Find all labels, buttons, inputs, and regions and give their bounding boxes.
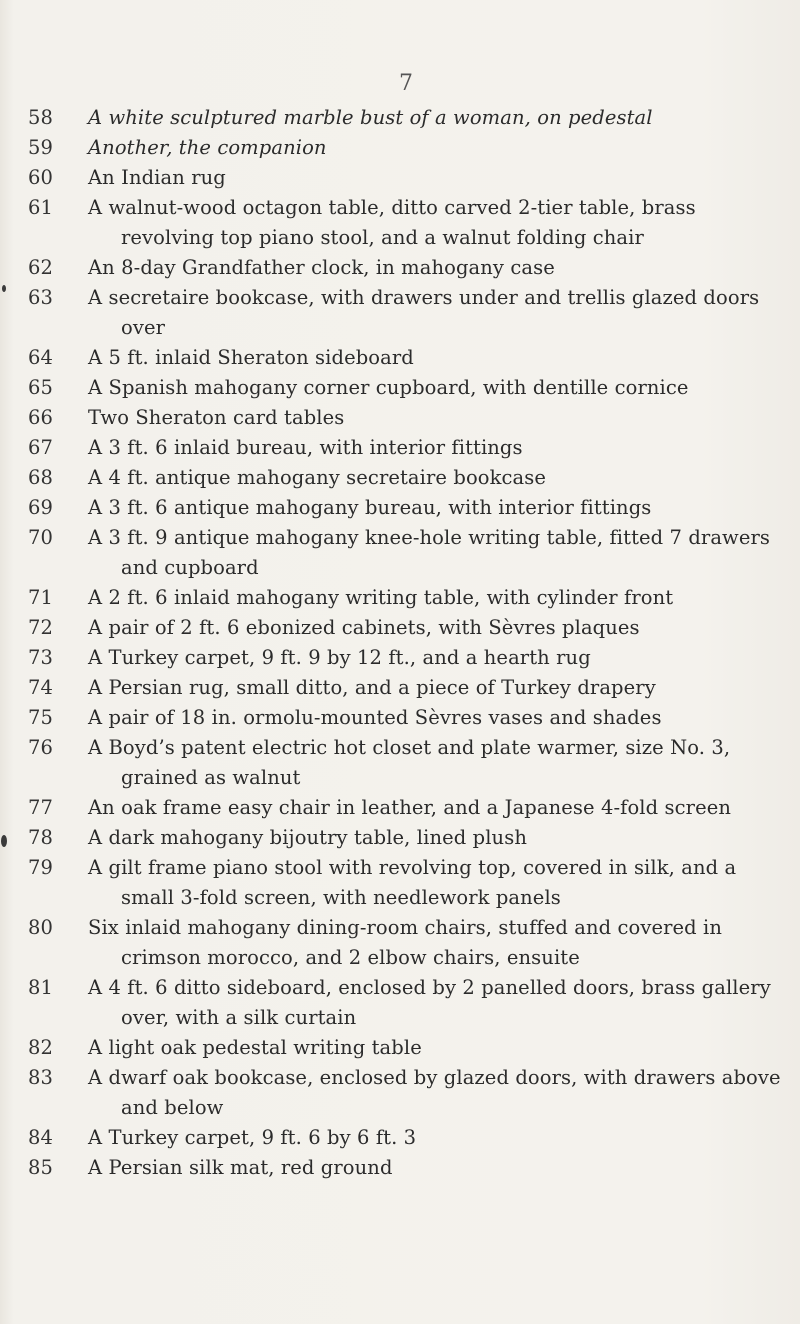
lot-entry	[28, 463, 788, 493]
lot-number: 64	[28, 346, 54, 369]
lot-description: Two Sheraton card tables	[88, 406, 345, 429]
lot-description: A light oak pedestal writing table	[88, 1036, 422, 1059]
lot-description: An oak frame easy chair in leather, and a Japanese 4-fold screen	[88, 796, 732, 819]
lot-number: 83	[28, 1066, 54, 1089]
lot-number: 82	[28, 1036, 54, 1059]
lot-list	[28, 103, 788, 1183]
lot-number: 63	[28, 286, 54, 309]
lot-number: 59	[28, 136, 54, 159]
lot-entry	[28, 1063, 788, 1123]
margin-speck	[2, 285, 6, 292]
lot-description: A white sculptured marble bust of a woman, on pedestal	[88, 106, 653, 129]
lot-number: 77	[28, 796, 54, 819]
lot-entry	[28, 613, 788, 643]
lot-entry	[28, 163, 788, 193]
lot-description: A 3 ft. 9 antique mahogany knee-hole writing table, fitted 7 drawers and cupboard	[88, 526, 771, 579]
lot-entry	[28, 523, 788, 583]
lot-number: 76	[28, 736, 54, 759]
lot-entry	[28, 253, 788, 283]
lot-number: 61	[28, 196, 54, 219]
lot-entry	[28, 1123, 788, 1153]
lot-description: A Boyd’s patent electric hot closet and plate warmer, size No. 3, grained as walnut	[88, 736, 731, 789]
lot-description: A 3 ft. 6 antique mahogany bureau, with interior fittings	[88, 496, 652, 519]
lot-entry	[28, 193, 788, 253]
lot-description: A Spanish mahogany corner cupboard, with dentille cornice	[88, 376, 689, 399]
lot-entry	[28, 583, 788, 613]
margin-speck	[1, 835, 7, 847]
lot-entry	[28, 823, 788, 853]
lot-description: A 3 ft. 6 inlaid bureau, with interior fittings	[88, 436, 523, 459]
page-number: 7	[399, 71, 413, 96]
lot-description: A dark mahogany bijoutry table, lined plush	[88, 826, 527, 849]
lot-number: 78	[28, 826, 54, 849]
lot-entry	[28, 103, 788, 133]
lot-entry	[28, 703, 788, 733]
lot-number: 70	[28, 526, 54, 549]
lot-description: A Persian rug, small ditto, and a piece of Turkey drapery	[88, 676, 656, 699]
lot-number: 79	[28, 856, 54, 879]
lot-number: 60	[28, 166, 54, 189]
lot-description: A gilt frame piano stool with revolving top, covered in silk, and a small 3-fold screen, with needlework panels	[88, 856, 737, 909]
lot-description: A 2 ft. 6 inlaid mahogany writing table, with cylinder front	[88, 586, 674, 609]
lot-entry	[28, 373, 788, 403]
lot-number: 67	[28, 436, 54, 459]
lot-entry	[28, 643, 788, 673]
lot-description: A walnut-wood octagon table, ditto carved 2-tier table, brass revolving top piano stool, and a walnut folding chair	[88, 196, 696, 249]
lot-description: A 5 ft. inlaid Sheraton sideboard	[88, 346, 414, 369]
lot-entry	[28, 913, 788, 973]
lot-number: 66	[28, 406, 54, 429]
lot-number: 65	[28, 376, 54, 399]
lot-number: 71	[28, 586, 54, 609]
lot-entry	[28, 1033, 788, 1063]
lot-description: Another, the companion	[88, 136, 327, 159]
lot-entry	[28, 733, 788, 793]
lot-number: 58	[28, 106, 54, 129]
lot-entry	[28, 853, 788, 913]
lot-description: A secretaire bookcase, with drawers under and trellis glazed doors over	[88, 286, 760, 339]
lot-entry	[28, 973, 788, 1033]
lot-entry	[28, 403, 788, 433]
lot-description: An Indian rug	[88, 166, 226, 189]
lot-description: A pair of 18 in. ormolu-mounted Sèvres vases and shades	[88, 706, 662, 729]
lot-number: 73	[28, 646, 54, 669]
lot-number: 85	[28, 1156, 54, 1179]
lot-number: 69	[28, 496, 54, 519]
lot-number: 68	[28, 466, 54, 489]
lot-number: 80	[28, 916, 54, 939]
lot-description: A Persian silk mat, red ground	[88, 1156, 393, 1179]
lot-description: Six inlaid mahogany dining-room chairs, stuffed and covered in crimson morocco, and 2 elbow chairs, ensuite	[88, 916, 723, 969]
lot-description: A Turkey carpet, 9 ft. 6 by 6 ft. 3	[88, 1126, 417, 1149]
lot-entry	[28, 793, 788, 823]
lot-entry	[28, 673, 788, 703]
lot-number: 74	[28, 676, 54, 699]
lot-entry	[28, 133, 788, 163]
lot-entry	[28, 1153, 788, 1183]
lot-entry	[28, 283, 788, 343]
lot-entry	[28, 493, 788, 523]
lot-number: 81	[28, 976, 54, 999]
lot-description: A 4 ft. antique mahogany secretaire bookcase	[88, 466, 547, 489]
lot-description: A 4 ft. 6 ditto sideboard, enclosed by 2 panelled doors, brass gallery over, with a silk curtain	[88, 976, 771, 1029]
lot-number: 72	[28, 616, 54, 639]
lot-number: 75	[28, 706, 54, 729]
lot-description: A pair of 2 ft. 6 ebonized cabinets, with Sèvres plaques	[88, 616, 640, 639]
lot-entry	[28, 433, 788, 463]
lot-description: An 8-day Grandfather clock, in mahogany case	[88, 256, 555, 279]
lot-description: A dwarf oak bookcase, enclosed by glazed doors, with drawers above and below	[88, 1066, 781, 1119]
lot-description: A Turkey carpet, 9 ft. 9 by 12 ft., and a hearth rug	[88, 646, 591, 669]
lot-entry	[28, 343, 788, 373]
lot-number: 62	[28, 256, 54, 279]
lot-number: 84	[28, 1126, 54, 1149]
